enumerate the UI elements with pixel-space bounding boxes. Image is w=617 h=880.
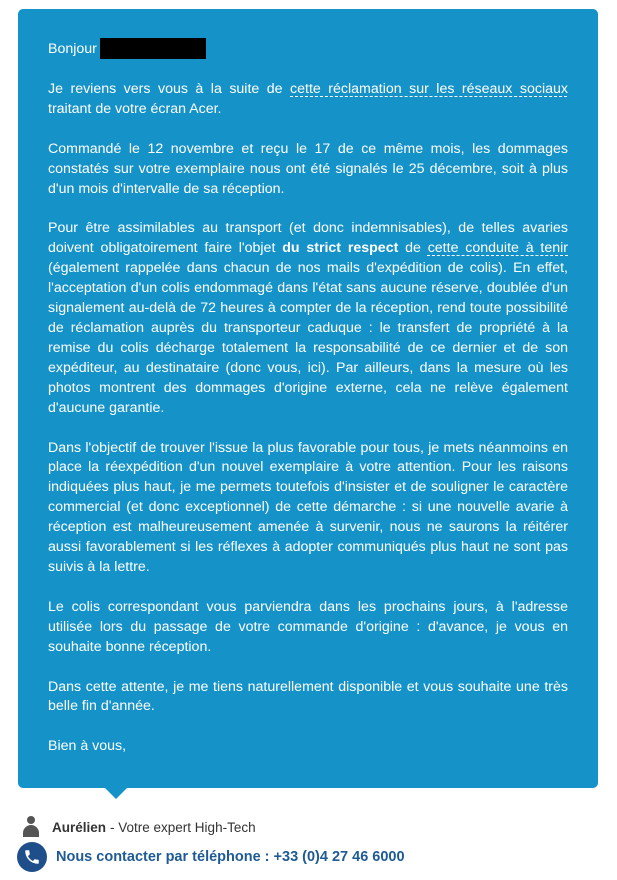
- greeting: Bonjour: [48, 41, 97, 57]
- paragraph-4: Dans l'objectif de trouver l'issue la plus favorable pour tous, je mets néanmoins en place la réexpédition d'un nouvel exemplaire à votre attention. Pour les raisons indiquées plus haut, je me permets toutefois d'insister et de souligner le caractère commercial (et donc exceptionnel) de cette démarche : si une nouvelle avarie à réception est malheureusement amenée à survenir, nous ne saurons la réitérer aussi favorablement si les réflexes à adopter communiqués plus haut ne sont pas suivis à la lettre.: [48, 439, 568, 575]
- signature-role: - Votre expert High-Tech: [110, 819, 256, 835]
- paragraph-6: Dans cette attente, je me tiens naturellement disponible et vous souhaite une très belle fin d'année.: [48, 678, 568, 715]
- closing-line: Bien à vous,: [48, 738, 127, 755]
- redacted-name: [100, 38, 206, 59]
- contact-phone[interactable]: [17, 842, 405, 872]
- paragraph-5: Le colis correspondant vous parviendra dans les prochains jours, à l'adresse utilisée lors du passage de votre commande d'origine : d'avance, je vous en souhaite bonne réception.: [48, 598, 568, 655]
- paragraph-3: [48, 219, 568, 418]
- contact-label[interactable]: Nous contacter par téléphone : +33 (0)4 27 46 6000: [56, 849, 405, 865]
- paragraph-2: Commandé le 12 novembre et reçu le 17 de ce même mois, les dommages constatés sur votre exemplaire nous ont été signalés le 25 décembre, soit à plus d'un mois d'intervalle de sa réception.: [48, 140, 568, 197]
- signature: [18, 816, 256, 838]
- p3-text-c: (également rappelée dans chacun de nos mails d'expédition de colis). En effet, l'acceptation d'un colis endommagé dans l'état sans aucune réserve, doublée d'un signalement au-delà de 72 heures à compter de la réception, rend toute possibilité de réclamation auprès du transporteur caduque : le transfert de propriété à la remise du colis décharge totalement la responsabilité de ce dernier et de son expéditeur, au destinataire (donc vous, ici). Par ailleurs, dans la mesure où les photos montrent des dommages d'origine externe, cela ne relève également d'aucune garantie.: [48, 260, 568, 416]
- phone-icon: [17, 842, 47, 872]
- p3-text-b: de: [398, 240, 428, 257]
- user-icon: [18, 816, 44, 838]
- p1-text-b: traitant de votre écran Acer.: [48, 100, 222, 117]
- p3-bold: du strict respect: [282, 240, 399, 257]
- conduite-link[interactable]: cette conduite à tenir: [427, 240, 568, 257]
- p1-text-a: Je reviens vers vous à la suite de: [48, 80, 291, 97]
- bubble-tail: [104, 787, 128, 799]
- message-bubble: [18, 9, 598, 788]
- signature-name: Aurélien: [52, 819, 107, 835]
- greeting-line: [48, 38, 568, 60]
- paragraph-1: [48, 80, 568, 120]
- reclamation-link[interactable]: cette réclamation sur les réseaux sociaux: [290, 80, 568, 97]
- p3-text-a: Pour être assimilables au transport (et donc indemnisables), de telles avaries doivent obligatoirement faire l'objet: [48, 220, 568, 257]
